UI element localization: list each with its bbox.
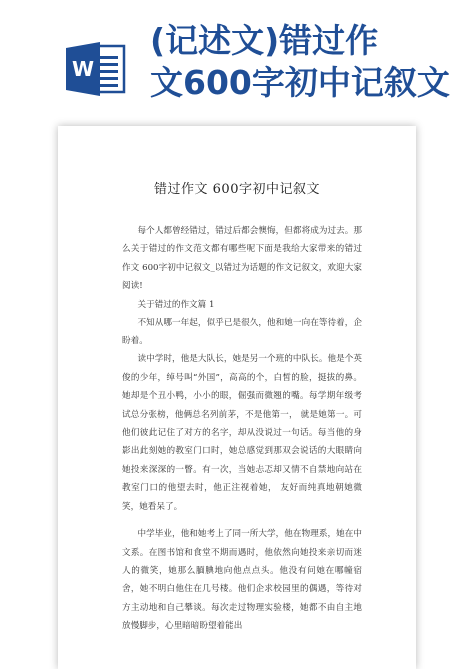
body-paragraph: 中学毕业，他和她考上了同一所大学，他在物理系，她在中文系。在图书馆和食堂不期而遇时，他依然向她投来亲切而迷人的微笑，她那么腼腆地向他点点头。他没有问她在哪幢宿舍，她不明白他住在几号楼。他们企求校园里的偶遇，等待对方主动地和自己攀谈。每次走过物理实验楼，她都不由自主地放慢脚步，心里暗暗盼望着能出 (122, 529, 362, 632)
header-banner (0, 0, 474, 118)
document-page (58, 126, 416, 669)
svg-text:W: W (71, 57, 95, 81)
title-line-2: 文600字初中记叙文 (150, 63, 450, 102)
section-heading: 关于错过的作文篇 1 (137, 299, 215, 310)
body-paragraph: 不知从哪一年起，似乎已是很久，他和她一向在等待着，企盼着。 (122, 317, 362, 347)
intro-paragraph: 每个人都曾经错过，错过后都会懊悔，但都将成为过去。那么关于错过的作文范文都有哪些呢下面是我给大家带来的错过作文 600字初中记叙文_以错过为话题的作文记叙文，欢迎大家阅读! (122, 226, 362, 292)
body-paragraph: 读中学时，他是大队长，她是另一个班的中队长。他是个英俊的少年，绰号叫“外国”，高高的个，白皙的脸，挺拔的鼻。她却是个丑小鸭，小小的眼，倔强而微翘的嘴。每学期年级考试总分张榜，他俩总名列前茅，不是他第一， 就是她第一。可他们彼此记住了对方的名字，却从没说过一句话。每当他的身影出此刻她的教室门口时，她总感觉到那双会说话的大眼睛向她投来深深的一瞥。有一次，当她忐忑却又情不自禁地向站在教室门口的他望去时，他正注视着她， 友好而纯真地朝她微笑，她看呆了。 (122, 354, 362, 512)
document-body (122, 222, 362, 636)
page-title (150, 20, 470, 104)
document-title: 错过作文 600字初中记叙文 (154, 182, 320, 197)
microsoft-word-icon (66, 38, 128, 100)
title-line-1: (记述文)错过作 (150, 21, 379, 60)
